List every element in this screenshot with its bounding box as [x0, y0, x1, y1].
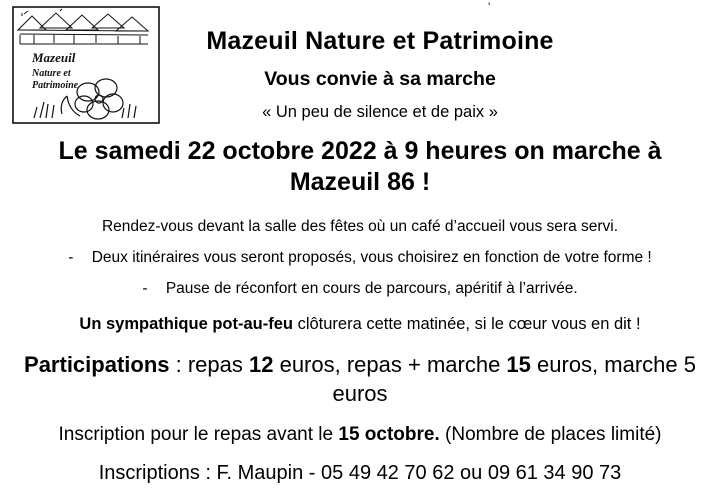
- contact-label: Inscriptions :: [98, 461, 217, 484]
- potaufeu-line: [24, 312, 696, 337]
- detail-text-2: Deux itinéraires vous seront proposés, vous choisirez en fonction de votre forme !: [91, 248, 652, 266]
- participations-text-1: : repas: [169, 352, 249, 377]
- detail-text-1: Rendez-vous devant la salle des fêtes où un café d’accueil vous sera servi.: [101, 217, 619, 235]
- contact-value: F. Maupin - 05 49 42 70 62 ou 09 61 34 90 73: [216, 461, 622, 484]
- logo-line1: Mazeuil: [32, 50, 76, 65]
- participations-label: Participations: [24, 352, 170, 377]
- price-meal: 12: [248, 352, 274, 377]
- participations-text-3: euros, marche 5 euros: [332, 352, 696, 406]
- detail-paragraph-3: [24, 277, 696, 300]
- participations-line: [22, 351, 698, 408]
- detail-text-3: Pause de réconfort en cours de parcours, apéritif à l’arrivée.: [165, 280, 578, 297]
- inscription-text-2: (Nombre de places limité): [439, 424, 662, 446]
- page-title: Mazeuil Nature et Patrimoine: [206, 27, 554, 55]
- event-date-line: Le samedi 22 octobre 2022 à 9 heures on marche à Mazeuil 86 !: [58, 137, 662, 197]
- inscription-deadline: 15 octobre.: [338, 424, 440, 446]
- top-mark: ': [488, 0, 491, 14]
- logo-line3: Patrimoine: [32, 80, 79, 91]
- quote-text: « Un peu de silence et de paix »: [262, 103, 498, 121]
- logo-line2: Nature et: [32, 68, 71, 79]
- association-logo: [10, 4, 162, 126]
- potaufeu-rest: clôturera cette matinée, si le cœur vous en dit !: [293, 315, 641, 334]
- detail-paragraph-2: [24, 246, 696, 269]
- inscription-deadline-line: [24, 422, 696, 448]
- price-meal-walk: 15: [506, 352, 531, 377]
- potaufeu-highlight: Un sympathique pot-au-feu: [79, 315, 293, 334]
- subtitle: Vous convie à sa marche: [264, 68, 496, 90]
- bullet-dash-2: -: [68, 248, 74, 266]
- bullet-dash-3: -: [142, 280, 148, 297]
- inscription-text-1: Inscription pour le repas avant le: [58, 424, 339, 446]
- contact-line: [24, 460, 696, 487]
- detail-paragraph-1: [24, 215, 696, 238]
- participations-text-2: euros, repas + marche: [273, 352, 507, 377]
